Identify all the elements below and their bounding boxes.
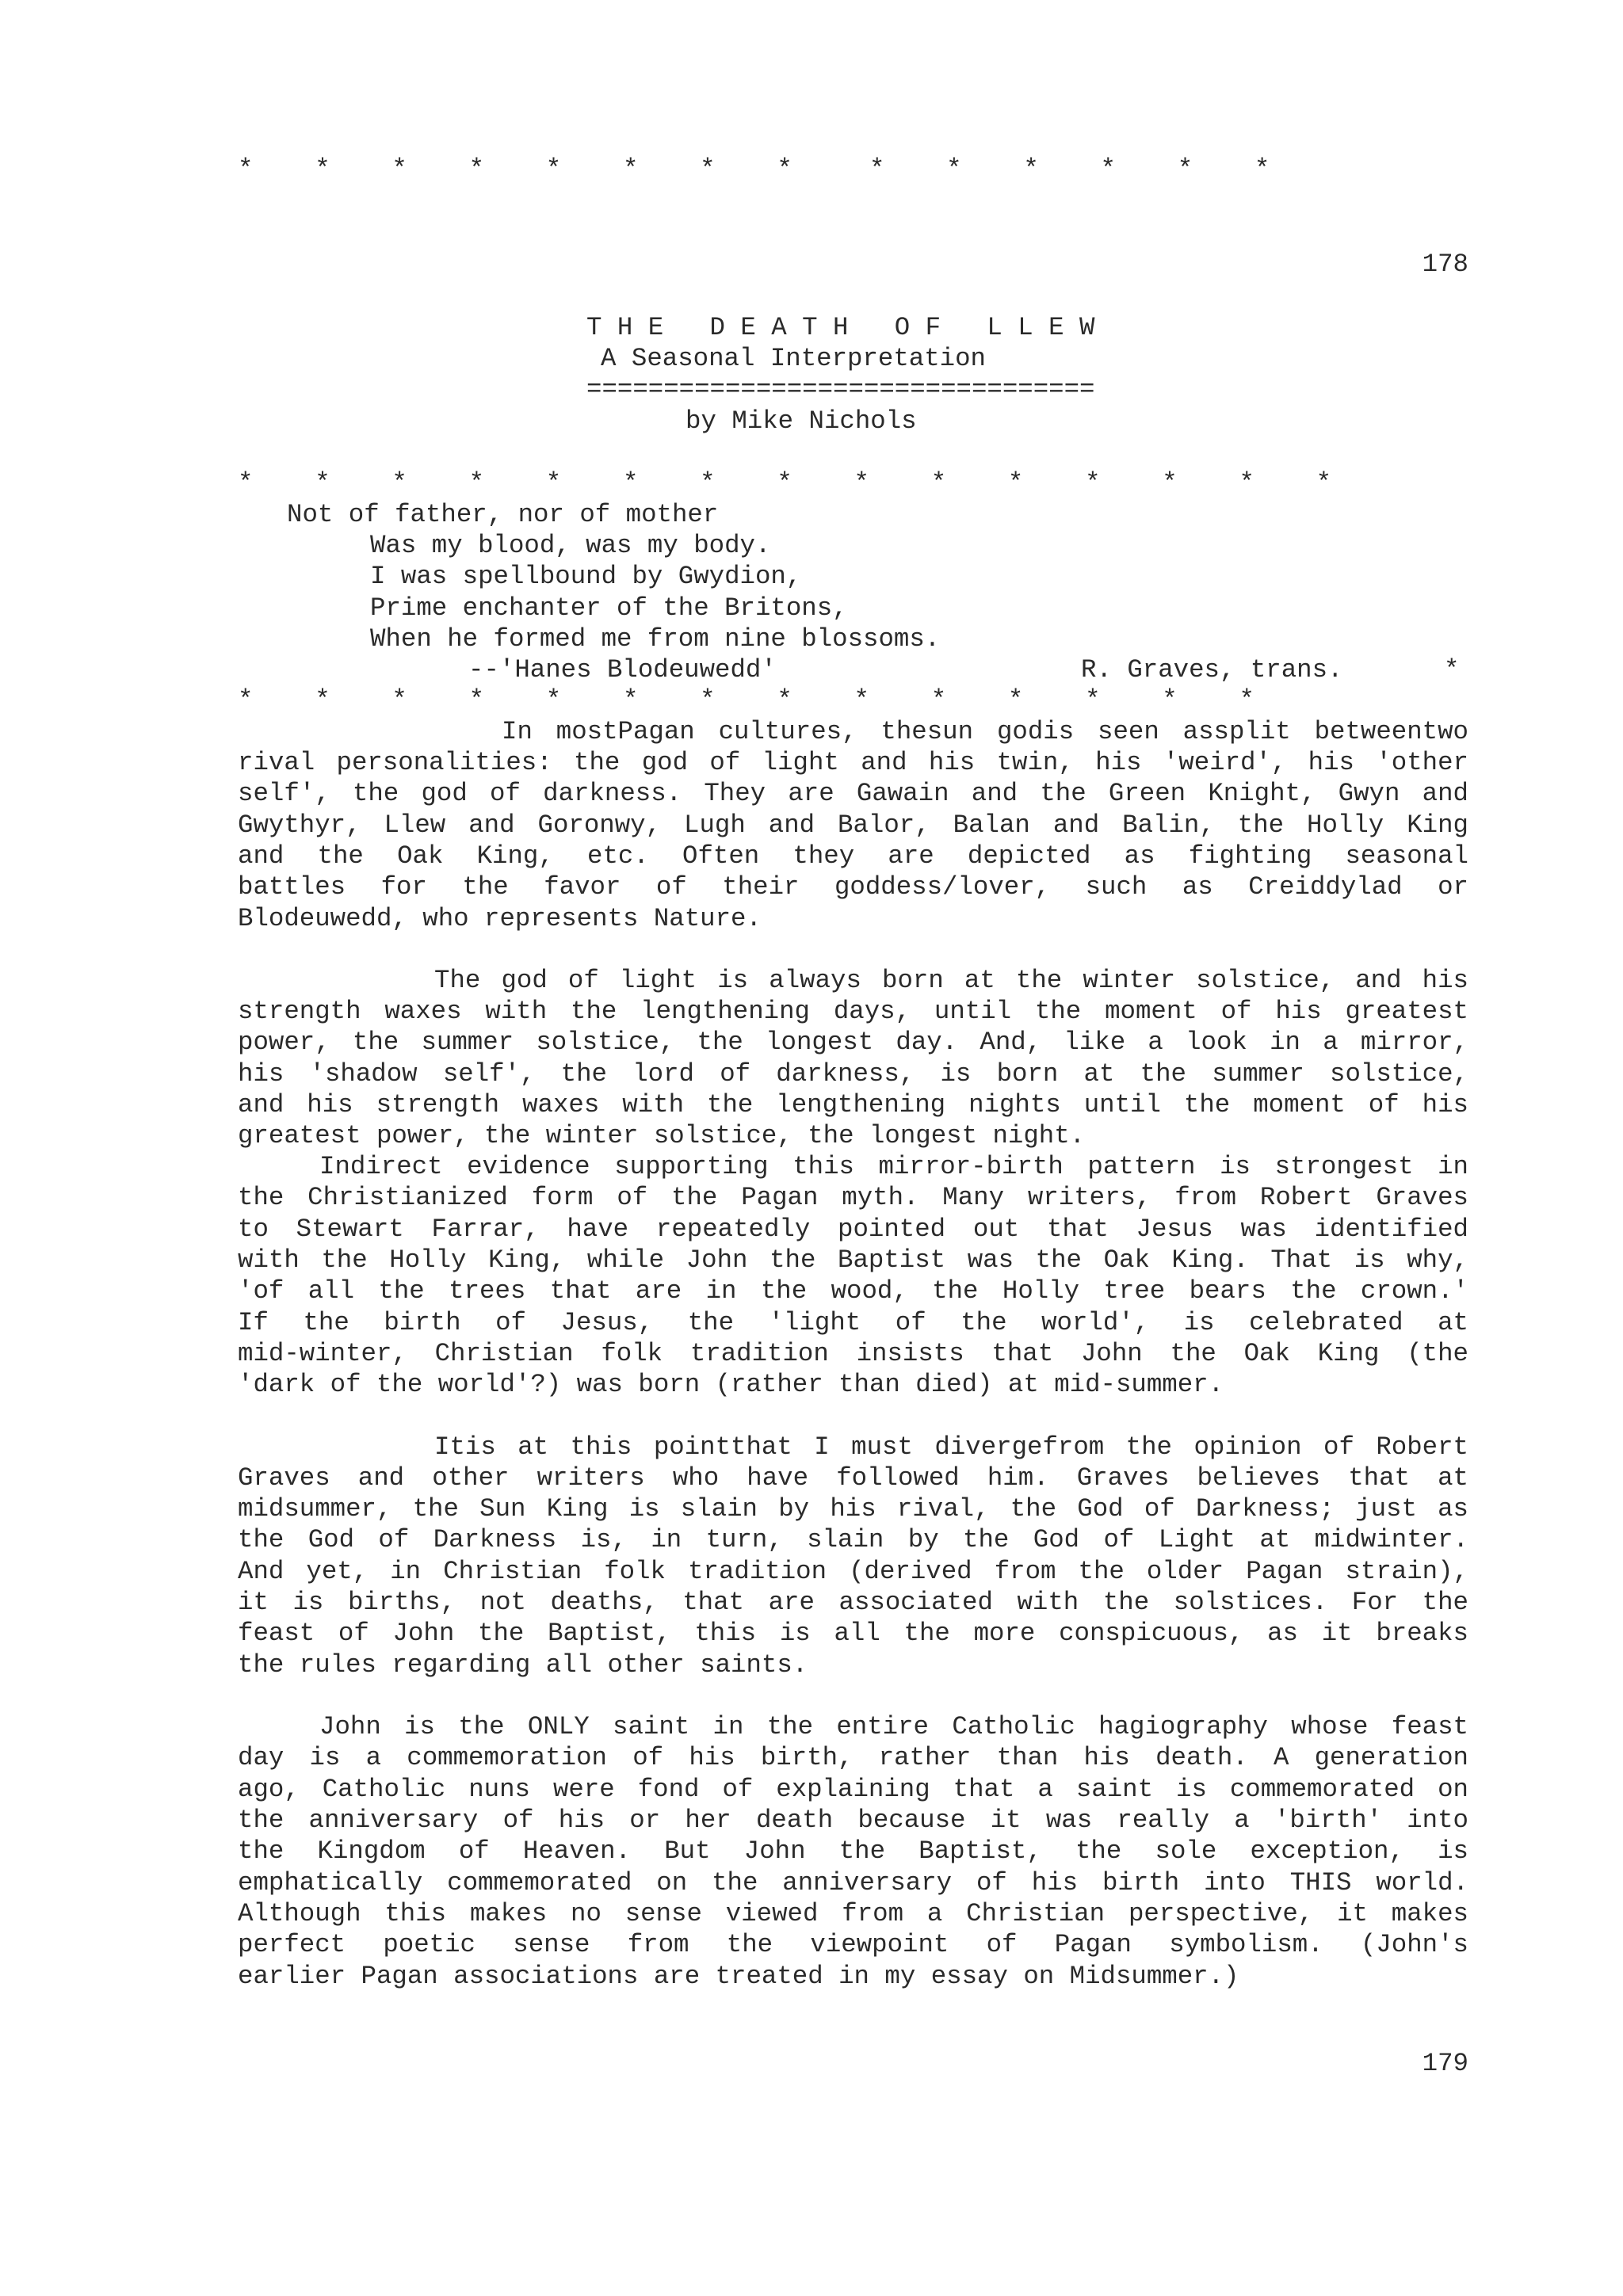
paragraph-line: Blodeuwedd, who represents Nature. — [238, 904, 762, 933]
epigraph-line-4: Prime enchanter of the Britons, — [370, 593, 848, 623]
paragraph-line: the rules regarding all other saints. — [238, 1650, 808, 1680]
paragraph-line: perfect poetic sense from the viewpoint of Pagan symbolism. (John's — [238, 1930, 1468, 1959]
separator-stars-lower: * * * * * * * * * * * * * * — [238, 685, 1254, 715]
paragraph-line: And yet, in Christian folk tradition (derived from the older Pagan strain), — [238, 1557, 1468, 1586]
paragraph-line: mid-winter, Christian folk tradition insists that John the Oak King (the — [238, 1339, 1468, 1368]
paragraph-line: and the Oak King, etc. Often they are depicted as fighting seasonal — [238, 841, 1468, 871]
paragraph-line: 'of all the trees that are in the wood, the Holly tree bears the crown.' — [238, 1276, 1468, 1306]
paragraph-line: power, the summer solstice, the longest day. And, like a look in a mirror, — [238, 1028, 1468, 1057]
paragraph-line: with the Holly King, while John the Baptist was the Oak King. That is why, — [238, 1245, 1468, 1275]
epigraph-line-1: Not of father, nor of mother — [287, 500, 719, 529]
paragraph-line: it is births, not deaths, that are associated with the solstices. For the — [238, 1588, 1468, 1617]
paragraph-line: emphatically commemorated on the anniversary of his birth into THIS world. — [238, 1868, 1468, 1897]
paragraph-line: the anniversary of his or her death because it was really a 'birth' into — [238, 1806, 1468, 1835]
paragraph-line: Graves and other writers who have followed him. Graves believes that at — [238, 1463, 1468, 1493]
paragraph-line: his 'shadow self', the lord of darkness, is born at the summer solstice, — [238, 1059, 1468, 1089]
paragraph-line: earlier Pagan associations are treated in my essay on Midsummer.) — [238, 1962, 1239, 1991]
paragraph-line: Indirect evidence supporting this mirror-birth pattern is strongest in — [319, 1152, 1468, 1181]
paragraph-line: feast of John the Baptist, this is all the more conspicuous, as it breaks — [238, 1619, 1468, 1648]
epigraph-translator: R. Graves, trans. — [1081, 655, 1343, 685]
paragraph-line: John is the ONLY saint in the entire Catholic hagiography whose feast — [319, 1712, 1468, 1741]
paragraph-line: greatest power, the winter solstice, the longest night. — [238, 1121, 1086, 1150]
essay-title: T H E D E A T H O F L L E W — [586, 313, 1095, 342]
paragraph-line: rival personalities: the god of light and his twin, his 'weird', his 'other — [238, 748, 1468, 777]
paragraph-line: midsummer, the Sun King is slain by his rival, the God of Darkness; just as — [238, 1494, 1468, 1524]
paragraph-line: and his strength waxes with the lengthening nights until the moment of his — [238, 1090, 1468, 1119]
paragraph-line: to Stewart Farrar, have repeatedly pointed out that Jesus was identified — [238, 1215, 1468, 1244]
paragraph-line: day is a commemoration of his birth, rather than his death. A generation — [238, 1743, 1468, 1772]
paragraph-line: In mostPagan cultures, thesun godis seen assplit betweentwo — [502, 717, 1468, 746]
paragraph-line: 'dark of the world'?) was born (rather than died) at mid-summer. — [238, 1370, 1224, 1399]
paragraph-line: If the birth of Jesus, the 'light of the world', is celebrated at — [238, 1308, 1468, 1337]
epigraph-trailing-star: * — [1444, 655, 1460, 685]
paragraph-line: ago, Catholic nuns were fond of explaining that a saint is commemorated on — [238, 1775, 1468, 1804]
page-number-bottom: 179 — [1422, 2049, 1468, 2078]
byline: by Mike Nichols — [685, 406, 917, 436]
page-number-top: 178 — [1422, 250, 1468, 279]
epigraph-line-2: Was my blood, was my body. — [370, 531, 771, 560]
paragraph-line: the Kingdom of Heaven. But John the Baptist, the sole exception, is — [238, 1836, 1468, 1866]
paragraph-line: strength waxes with the lengthening days, until the moment of his greatest — [238, 997, 1468, 1026]
paragraph-line: Itis at this pointthat I must divergefrom the opinion of Robert — [434, 1432, 1468, 1462]
paragraph-line: The god of light is always born at the winter solstice, and his — [434, 966, 1468, 995]
paragraph-line: the Christianized form of the Pagan myth. Many writers, from Robert Graves — [238, 1183, 1468, 1212]
paragraph-line: Gwythyr, Llew and Goronwy, Lugh and Balor, Balan and Balin, the Holly King — [238, 810, 1468, 840]
paragraph-line: the God of Darkness is, in turn, slain by the God of Light at midwinter. — [238, 1525, 1468, 1554]
paragraph-line: battles for the favor of their goddess/lover, such as Creiddylad or — [238, 872, 1468, 902]
separator-stars-upper: * * * * * * * * * * * * * * * — [238, 468, 1332, 498]
separator-stars-top: * * * * * * * * * * * * * * — [238, 154, 1270, 184]
epigraph-line-5: When he formed me from nine blossoms. — [370, 624, 941, 654]
paragraph-line: Although this makes no sense viewed from a Christian perspective, it makes — [238, 1899, 1468, 1928]
paragraph-line: self', the god of darkness. They are Gawain and the Green Knight, Gwyn and — [238, 779, 1468, 808]
epigraph-line-3: I was spellbound by Gwydion, — [370, 562, 802, 591]
title-rule: ================================= — [586, 375, 1095, 404]
essay-subtitle: A Seasonal Interpretation — [601, 344, 986, 373]
epigraph-attribution: --'Hanes Blodeuwedd' — [468, 655, 777, 685]
